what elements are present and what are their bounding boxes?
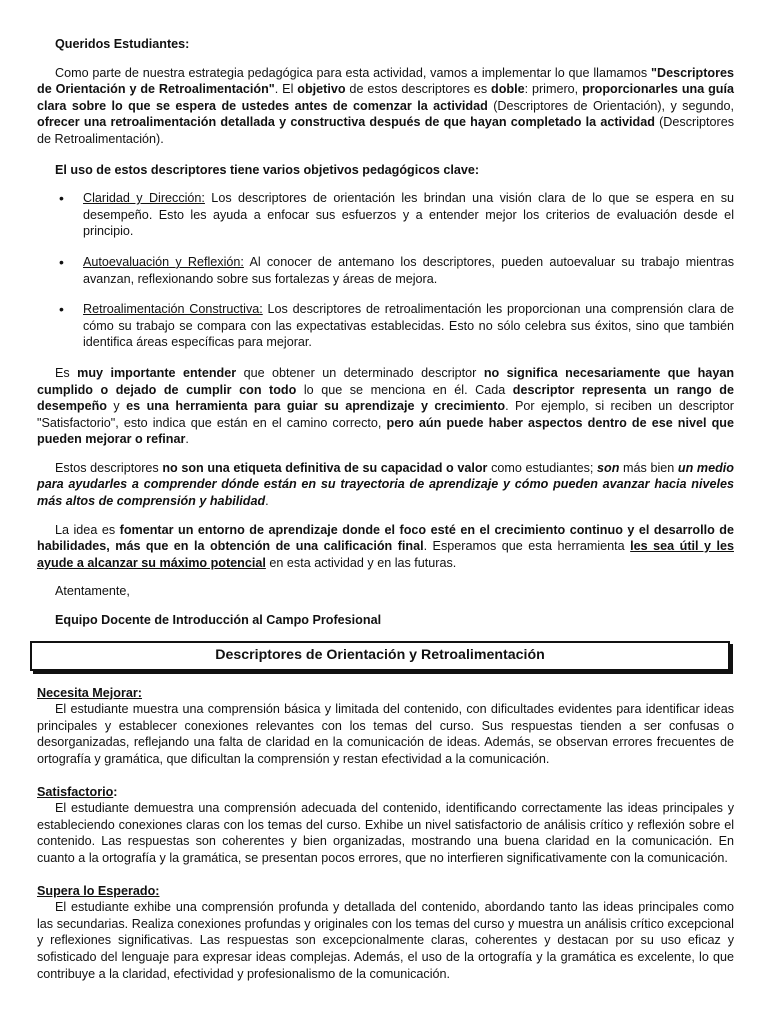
important-text: . — [185, 432, 189, 447]
important-text: y — [107, 399, 127, 414]
objective-label: Retroalimentación Constructiva: — [83, 302, 263, 317]
intro-text: (Descriptores de Retroalimentación). — [37, 115, 734, 146]
label-emphasis: no son una etiqueta definitiva de su capacidad o valor — [162, 460, 488, 475]
idea-text: en esta actividad y en las futuras. — [265, 555, 457, 570]
descriptor-needs-improvement — [37, 685, 734, 768]
greeting: Queridos Estudiantes: — [55, 37, 190, 51]
objectives-list — [37, 190, 734, 351]
label-paragraph — [37, 460, 734, 510]
descriptor-title-suffix: : — [113, 784, 118, 799]
intro-emphasis: ofrecer una retroalimentación detallada y constructiva después de que hayan completado la actividad — [37, 115, 655, 130]
intro-text: . El — [274, 82, 298, 97]
important-text: que obtener un determinado descriptor — [236, 365, 484, 380]
important-text: lo que se menciona en él. Cada — [296, 382, 513, 397]
objective-text: Los descriptores de orientación les brindan una visión clara de lo que se espera en su desempeño. Esto les ayuda a enfocar sus esfuerzos y a entender mejor los criterios de evaluación desde el principio. — [83, 191, 734, 239]
descriptor-title-line — [37, 784, 734, 801]
descriptor-title: Satisfactorio — [37, 784, 114, 799]
intro-emphasis: "Descriptores de Orientación y de Retroalimentación" — [37, 65, 734, 97]
intro-text: (Descriptores de Orientación), y segundo, — [487, 98, 734, 113]
idea-text: La idea es — [55, 522, 120, 537]
intro-paragraph — [37, 65, 734, 148]
closing: Atentamente, — [55, 584, 130, 599]
important-text: Es — [55, 365, 78, 380]
idea-emphasis: fomentar un entorno de aprendizaje donde el foco esté en el crecimiento continuo y el desarrollo de habilidades, más que en la obtención de una calificación final — [37, 522, 734, 554]
objective-item — [83, 254, 734, 287]
idea-paragraph — [37, 522, 734, 572]
important-emphasis: no significa necesariamente que hayan cumplido o dejado de cumplir con todo — [37, 365, 735, 397]
objective-label: Claridad y Dirección: — [83, 191, 205, 206]
objective-text: Los descriptores de retroalimentación les proporcionan una comprensión clara de cómo su trabajo se compara con las expectativas establecidas. Esto no sólo celebra sus éxitos, sino que también identifica áreas específicas para mejorar. — [83, 302, 734, 350]
label-text: Estos descriptores — [55, 460, 163, 475]
intro-emphasis: doble — [491, 82, 525, 97]
objective-item — [83, 301, 734, 351]
descriptors-title: Descriptores de Orientación y Retroalimentación — [215, 646, 545, 663]
descriptor-body: El estudiante exhibe una comprensión profunda y detallada del contenido, abordando tanto las ideas principales como las secundarias. Realiza conexiones profundas y originales con los temas del curso y muestra un análisis crítico excepcional y reflexiones significativas. Las respuestas son excepcionalmente claras, coherentes y destacan por su uso eficaz y sofisticado del lenguaje para expresar ideas complejas. Además, el uso de la ortografía y la gramática es excelente, lo que contribuye a la claridad, efectividad y profesionalismo de la comunicación. — [37, 900, 734, 981]
descriptor-title: Necesita Mejorar: — [37, 685, 142, 700]
intro-emphasis: objetivo — [297, 82, 346, 97]
descriptor-title: Supera lo Esperado: — [37, 883, 160, 898]
descriptor-body: El estudiante demuestra una comprensión adecuada del contenido, identificando correctamente las ideas principales y estableciendo conexiones claras con los temas del curso. Exhibe un nivel satisfactorio de análisis crítico y reflexión sobre el contenido. Las respuestas son coherentes y bien organizadas, mostrando una buena claridad en la comunicación. En cuanto a la ortografía y la gramática, se presentan pocos errores, que no interfieren significativamente con la comunicación. — [37, 801, 734, 865]
label-text: como estudiantes; — [487, 460, 598, 475]
intro-text: de estos descriptores es — [345, 82, 491, 97]
intro-emphasis: proporcionarles una guía clara sobre lo que se espera de ustedes antes de comenzar la actividad — [37, 82, 734, 113]
intro-text: Como parte de nuestra estrategia pedagógica para esta actividad, vamos a implementar lo que llamamos — [55, 65, 652, 80]
label-emphasis-italic: un medio para ayudarles a comprender dónde están en su trayectoria de aprendizaje y cómo pueden avanzar hacia niveles más altos de comprensión y habilidad — [37, 460, 734, 509]
important-emphasis: muy importante entender — [77, 365, 237, 380]
objective-label: Autoevaluación y Reflexión: — [83, 254, 244, 269]
descriptors-title-box — [30, 641, 730, 671]
important-emphasis: pero aún puede haber aspectos dentro de ese nivel que pueden mejorar o refinar — [37, 415, 734, 447]
idea-emphasis-underlined: les sea útil y les ayude a alcanzar su máximo potencial — [37, 539, 734, 570]
descriptor-satisfactory — [37, 784, 734, 867]
descriptor-body: El estudiante muestra una comprensión básica y limitada del contenido, con dificultades evidentes para identificar ideas principales y establecer conexiones relevantes con los temas del curso. Sus respuestas tienden a ser confusas o desorganizadas, reflejando una falta de claridad en la comunicación de ideas. Además, se observan errores frecuentes de ortografía y gramática, que dificultan la comprensión y restan efectividad a la comunicación. — [37, 702, 734, 766]
important-text: . Por ejemplo, si reciben un descriptor "Satisfactorio", esto indica que están en el camino correcto, — [37, 399, 734, 430]
idea-text: . Esperamos que esta herramienta — [423, 539, 631, 554]
objective-text: Al conocer de antemano los descriptores, pueden autoevaluar su trabajo mientras avanzan, reflexionando sobre sus fortalezas y áreas de mejora. — [83, 254, 734, 286]
descriptor-exceeds-expectations — [37, 883, 734, 983]
objective-item — [83, 190, 734, 240]
intro-text: : primero, — [524, 82, 583, 97]
important-emphasis: descriptor representa un rango de desempeño — [37, 382, 734, 414]
important-emphasis: es una herramienta para guiar su aprendizaje y crecimiento — [126, 399, 506, 414]
label-text: más bien — [619, 460, 678, 475]
important-paragraph — [37, 365, 734, 448]
objectives-heading: El uso de estos descriptores tiene varios objetivos pedagógicos clave: — [55, 162, 480, 177]
label-emphasis-italic: son — [597, 460, 620, 475]
signature: Equipo Docente de Introducción al Campo Profesional — [55, 613, 382, 628]
label-text: . — [265, 494, 269, 509]
